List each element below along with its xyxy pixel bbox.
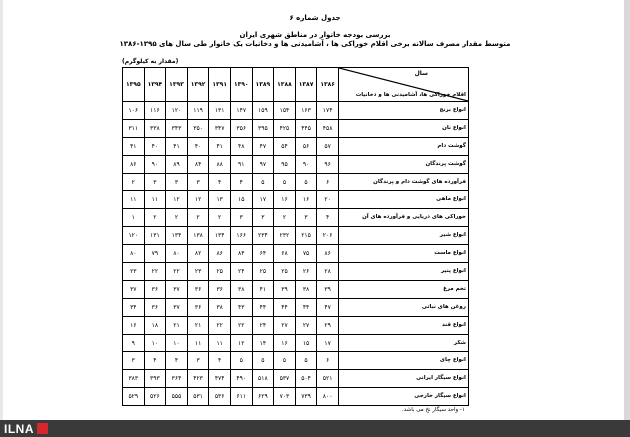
value-cell: ۸۴ [230, 245, 252, 263]
value-cell: ۳۴۷ [209, 119, 231, 137]
item-label: انواع چای [338, 352, 468, 370]
value-cell: ۳ [252, 209, 274, 227]
value-cell: ۹۵ [274, 155, 296, 173]
table-row [123, 352, 469, 370]
table-row [123, 280, 469, 298]
value-cell: ۳۶ [187, 298, 209, 316]
value-cell: ۸۴ [187, 155, 209, 173]
year-header: ۱۳۸۸ [274, 68, 296, 102]
value-cell: ۲۷ [274, 316, 296, 334]
table-row [123, 209, 469, 227]
value-cell: ۵۰۴ [295, 370, 317, 388]
value-cell: ۲ [274, 209, 296, 227]
year-header: ۱۳۸۹ [252, 68, 274, 102]
value-cell: ۴۴ [252, 298, 274, 316]
value-cell: ۱۲۰ [166, 102, 188, 120]
value-cell: ۴۳ [230, 298, 252, 316]
table-row [123, 263, 469, 281]
value-cell: ۲۶ [295, 263, 317, 281]
table-row [123, 155, 469, 173]
value-cell: ۳۴ [123, 298, 145, 316]
item-label: انواع ماست [338, 245, 468, 263]
value-cell: ۸۹ [166, 155, 188, 173]
value-cell: ۳۸ [209, 298, 231, 316]
value-cell: ۲ [187, 209, 209, 227]
value-cell: ۵۴ [274, 137, 296, 155]
value-cell: ۵۱۸ [252, 370, 274, 388]
value-cell: ۳۸ [230, 280, 252, 298]
value-cell: ۸۰۰ [317, 388, 339, 406]
value-cell: ۸۶ [209, 245, 231, 263]
year-header: ۱۳۸۷ [295, 68, 317, 102]
value-cell: ۲ [123, 173, 145, 191]
value-cell: ۲۷ [295, 316, 317, 334]
value-cell: ۳۶۴ [166, 370, 188, 388]
value-cell: ۲۰۶ [317, 227, 339, 245]
value-cell: ۱۴۷ [230, 102, 252, 120]
value-cell: ۱۶۳ [295, 102, 317, 120]
value-cell: ۱۸ [144, 316, 166, 334]
value-cell: ۲۲ [166, 263, 188, 281]
value-cell: ۱۱ [187, 334, 209, 352]
item-label: گوشت دام [338, 137, 468, 155]
table-row [123, 388, 469, 406]
value-cell: ۲۱ [187, 316, 209, 334]
value-cell: ۴۹۰ [230, 370, 252, 388]
year-header: ۱۳۹۰ [230, 68, 252, 102]
value-cell: ۲۳۲ [274, 227, 296, 245]
value-cell: ۷۰۳ [274, 388, 296, 406]
value-cell: ۱۵ [295, 334, 317, 352]
value-cell: ۲۹ [317, 316, 339, 334]
value-cell: ۵ [295, 173, 317, 191]
value-cell: ۲۳ [187, 263, 209, 281]
value-cell: ۳۸ [295, 280, 317, 298]
value-cell: ۳۶ [144, 298, 166, 316]
value-cell: ۲۴ [230, 263, 252, 281]
table-row [123, 173, 469, 191]
value-cell: ۵ [274, 173, 296, 191]
value-cell: ۳ [187, 173, 209, 191]
value-cell: ۹۰ [295, 155, 317, 173]
value-cell: ۸۸ [209, 155, 231, 173]
logo-mark-icon [37, 423, 48, 434]
value-cell: ۳ [187, 352, 209, 370]
value-cell: ۳۹۳ [144, 370, 166, 388]
value-cell: ۴۰ [144, 137, 166, 155]
value-cell: ۲۵ [274, 263, 296, 281]
value-cell: ۲۲ [144, 263, 166, 281]
item-label: انواع نان [338, 119, 468, 137]
item-label: انواع قند [338, 316, 468, 334]
page-edge-left [0, 0, 3, 420]
table-row [123, 370, 469, 388]
value-cell: ۵ [295, 352, 317, 370]
value-cell: ۱۲۰ [123, 227, 145, 245]
value-cell: ۴۵۸ [317, 119, 339, 137]
header-corner-cell [338, 68, 468, 102]
value-cell: ۴۴ [274, 298, 296, 316]
value-cell: ۴ [209, 352, 231, 370]
value-cell: ۳۹۵ [252, 119, 274, 137]
value-cell: ۲۲ [209, 316, 231, 334]
year-header: ۱۳۹۱ [209, 68, 231, 102]
table-row [123, 119, 469, 137]
value-cell: ۵ [230, 352, 252, 370]
value-cell: ۵۳۶ [209, 388, 231, 406]
value-cell: ۹۱ [230, 155, 252, 173]
value-cell: ۳ [230, 209, 252, 227]
value-cell: ۱۱۶ [144, 102, 166, 120]
item-label: روغن های نباتی [338, 298, 468, 316]
value-cell: ۱۷ [252, 191, 274, 209]
table-number-title: جدول شماره ۶ [289, 14, 341, 22]
value-cell: ۸۰ [123, 245, 145, 263]
value-cell: ۳۶ [144, 280, 166, 298]
ilna-logo [4, 421, 48, 436]
item-label: شکر [338, 334, 468, 352]
value-cell: ۴۱ [123, 137, 145, 155]
value-cell: ۹۷ [252, 155, 274, 173]
value-cell: ۴۱ [166, 137, 188, 155]
value-cell: ۳۳۸ [144, 119, 166, 137]
value-cell: ۱۶۶ [230, 227, 252, 245]
table-caption: متوسط مقدار مصرف سالانه برخی اقلام خوراکی ها ، آشامیدنی ها و دخانیات یک خانوار طی سال های ۱۳۹۵-۱۳۸۶ [119, 40, 511, 48]
footer-bar [0, 420, 630, 437]
value-cell: ۳۴۳ [166, 119, 188, 137]
value-cell: ۱۳۴ [209, 227, 231, 245]
survey-title: بررسی بودجه خانوار در مناطق شهری ایران [239, 31, 391, 39]
value-cell: ۱۳ [209, 191, 231, 209]
value-cell: ۸۰ [166, 245, 188, 263]
value-cell: ۹۰ [144, 155, 166, 173]
item-label: انواع پنیر [338, 263, 468, 281]
value-cell: ۴۷ [252, 137, 274, 155]
item-label: انواع ماهی [338, 191, 468, 209]
value-cell: ۱۶ [274, 334, 296, 352]
value-cell: ۳۱۱ [123, 119, 145, 137]
table-row [123, 102, 469, 120]
value-cell: ۱۰۶ [123, 102, 145, 120]
value-cell: ۳ [123, 352, 145, 370]
corner-year-label: سال [414, 70, 428, 77]
corner-item-label: اقلام خوراکی ها، آشامیدنی ها و دخانیات [355, 92, 466, 98]
value-cell: ۹۶ [317, 155, 339, 173]
year-header: ۱۳۹۳ [166, 68, 188, 102]
value-cell: ۳ [295, 209, 317, 227]
value-cell: ۳۵۶ [230, 119, 252, 137]
value-cell: ۲۵ [252, 263, 274, 281]
value-cell: ۴ [144, 352, 166, 370]
value-cell: ۴۷۴ [209, 370, 231, 388]
table-row [123, 298, 469, 316]
value-cell: ۴۴ [295, 298, 317, 316]
value-cell: ۳۷ [123, 280, 145, 298]
value-cell: ۲ [209, 209, 231, 227]
value-cell: ۴۱ [209, 137, 231, 155]
item-label: تخم مرغ [338, 280, 468, 298]
year-header: ۱۳۹۴ [144, 68, 166, 102]
value-cell: ۵۶ [295, 137, 317, 155]
value-cell: ۵۲۶ [144, 388, 166, 406]
value-cell: ۲ [144, 209, 166, 227]
value-cell: ۴۰ [187, 137, 209, 155]
value-cell: ۲۰ [317, 191, 339, 209]
value-cell: ۷۳۹ [295, 388, 317, 406]
table-row [123, 245, 469, 263]
value-cell: ۱۱۹ [187, 102, 209, 120]
value-cell: ۴۱ [252, 280, 274, 298]
value-cell: ۱۵۹ [252, 102, 274, 120]
value-cell: ۴ [230, 173, 252, 191]
value-cell: ۲۸ [317, 263, 339, 281]
value-cell: ۶ [317, 173, 339, 191]
value-cell: ۵۳۷ [274, 370, 296, 388]
value-cell: ۱۲ [230, 334, 252, 352]
value-cell: ۵۵۵ [166, 388, 188, 406]
value-cell: ۲۲ [230, 316, 252, 334]
value-cell: ۶۴ [252, 245, 274, 263]
value-cell: ۱ [123, 209, 145, 227]
value-cell: ۱۲ [166, 191, 188, 209]
value-cell: ۴۲۵ [274, 119, 296, 137]
value-cell: ۱۳۴ [166, 227, 188, 245]
value-cell: ۲۱۵ [295, 227, 317, 245]
value-cell: ۳ [166, 173, 188, 191]
value-cell: ۲۵ [209, 263, 231, 281]
table-row [123, 137, 469, 155]
value-cell: ۱۱ [209, 334, 231, 352]
value-cell: ۴۴۵ [295, 119, 317, 137]
value-cell: ۱۰ [166, 334, 188, 352]
value-cell: ۱۴ [252, 334, 274, 352]
unit-label: (مقدار به کیلوگرم) [122, 58, 179, 65]
year-header: ۱۳۹۲ [187, 68, 209, 102]
value-cell: ۵ [274, 352, 296, 370]
value-cell: ۲۳ [123, 263, 145, 281]
value-cell: ۴ [166, 352, 188, 370]
value-cell: ۵ [252, 352, 274, 370]
value-cell: ۵ [252, 173, 274, 191]
value-cell: ۱۶ [274, 191, 296, 209]
value-cell: ۱۵ [230, 191, 252, 209]
value-cell: ۴ [317, 209, 339, 227]
item-label: انواع برنج [338, 102, 468, 120]
value-cell: ۲ [166, 209, 188, 227]
page-edge-right [624, 0, 630, 420]
item-label: انواع شیر [338, 227, 468, 245]
value-cell: ۶۲۹ [252, 388, 274, 406]
value-cell: ۱۳۸ [187, 227, 209, 245]
value-cell: ۱۱ [123, 191, 145, 209]
value-cell: ۲۳۴ [252, 227, 274, 245]
value-cell: ۳۶ [187, 280, 209, 298]
value-cell: ۶۱۱ [230, 388, 252, 406]
table-row [123, 316, 469, 334]
value-cell: ۵۷ [317, 137, 339, 155]
value-cell: ۱۶ [295, 191, 317, 209]
header-row [123, 68, 469, 102]
value-cell: ۱۷۴ [317, 102, 339, 120]
value-cell: ۷۵ [295, 245, 317, 263]
value-cell: ۳۷ [166, 298, 188, 316]
logo-text: ILNA [4, 421, 34, 436]
value-cell: ۱۱ [144, 191, 166, 209]
value-cell: ۴۷ [317, 298, 339, 316]
value-cell: ۷۹ [144, 245, 166, 263]
table-row [123, 334, 469, 352]
value-cell: ۳۷ [166, 280, 188, 298]
value-cell: ۳ [144, 173, 166, 191]
item-label: انواع سیگار ایرانی [338, 370, 468, 388]
value-cell: ۴۸ [230, 137, 252, 155]
year-header: ۱۳۹۵ [123, 68, 145, 102]
value-cell: ۴ [209, 173, 231, 191]
item-label: خوراکی های دریایی و فرآورده های آن [338, 209, 468, 227]
value-cell: ۳۵۰ [187, 119, 209, 137]
value-cell: ۵۳۱ [187, 388, 209, 406]
consumption-table [122, 67, 469, 406]
value-cell: ۸۲ [187, 245, 209, 263]
value-cell: ۲۴ [252, 316, 274, 334]
value-cell: ۴۲۳ [187, 370, 209, 388]
item-label: انواع سیگار خارجی [338, 388, 468, 406]
value-cell: ۵۲۹ [123, 388, 145, 406]
value-cell: ۸۶ [317, 245, 339, 263]
value-cell: ۳۹ [274, 280, 296, 298]
value-cell: ۵۲۱ [317, 370, 339, 388]
value-cell: ۱۶ [123, 316, 145, 334]
table-row [123, 191, 469, 209]
value-cell: ۱۳۱ [209, 102, 231, 120]
value-cell: ۳۸۳ [123, 370, 145, 388]
value-cell: ۹ [123, 334, 145, 352]
value-cell: ۱۲ [187, 191, 209, 209]
value-cell: ۳۹ [317, 280, 339, 298]
value-cell: ۳۶ [209, 280, 231, 298]
value-cell: ۶۸ [274, 245, 296, 263]
value-cell: ۸۶ [123, 155, 145, 173]
item-label: فرآورده های گوشت دام و پرندگان [338, 173, 468, 191]
value-cell: ۲۱ [166, 316, 188, 334]
value-cell: ۱۵۴ [274, 102, 296, 120]
value-cell: ۱۰ [144, 334, 166, 352]
value-cell: ۱۷ [317, 334, 339, 352]
value-cell: ۱۳۱ [144, 227, 166, 245]
footnote: ۱- واحد سیگار نخ می باشد. [402, 407, 465, 413]
item-label: گوشت پرندگان [338, 155, 468, 173]
table-row [123, 227, 469, 245]
value-cell: ۶ [317, 352, 339, 370]
year-header: ۱۳۸۶ [317, 68, 339, 102]
